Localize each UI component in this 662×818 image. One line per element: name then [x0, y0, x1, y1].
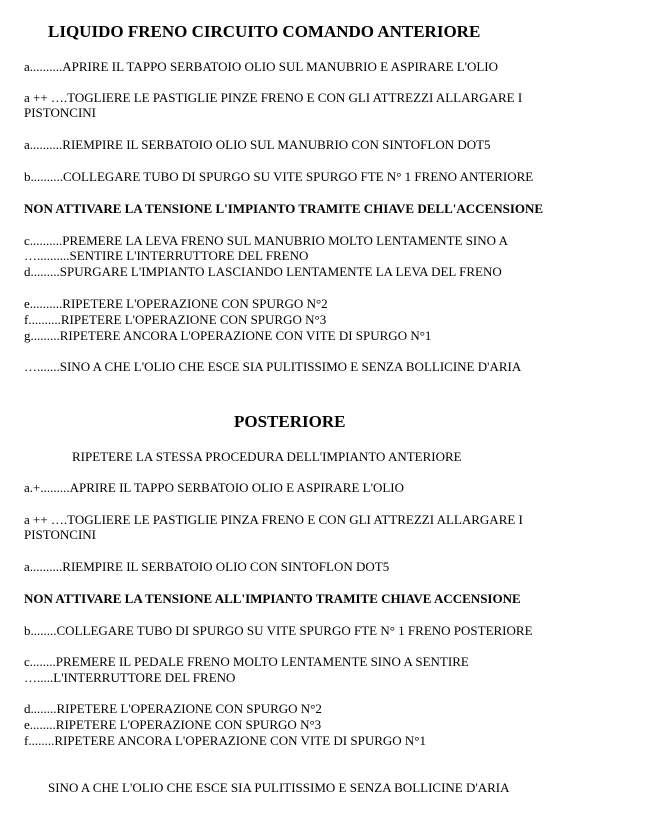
front-section-title: LIQUIDO FRENO CIRCUITO COMANDO ANTERIORE	[48, 22, 481, 41]
front-final-note: ….......SINO A CHE L'OLIO CHE ESCE SIA PULITISSIMO E SENZA BOLLICINE D'ARIA	[24, 359, 522, 374]
rear-step-f-repeat-1: f........RIPETERE ANCORA L'OPERAZIONE CON VITE DI SPURGO N°1	[24, 733, 427, 748]
front-step-f-repeat-3: f..........RIPETERE L'OPERAZIONE CON SPURGO N°3	[24, 312, 327, 327]
front-step-a-pistons: PISTONCINI	[24, 105, 96, 120]
front-step-g-repeat-1: g.........RIPETERE ANCORA L'OPERAZIONE CON VITE DI SPURGO N°1	[24, 328, 432, 343]
rear-step-e-repeat-3: e........RIPETERE L'OPERAZIONE CON SPURGO N°3	[24, 717, 322, 732]
front-step-a-fill: a..........RIEMPIRE IL SERBATOIO OLIO SUL MANUBRIO CON SINTOFLON DOT5	[24, 137, 491, 152]
rear-step-a-pistons: PISTONCINI	[24, 527, 96, 542]
front-step-a-remove-pads: a ++ ….TOGLIERE LE PASTIGLIE PINZE FRENO E CON GLI ATTREZZI ALLARGARE I	[24, 90, 523, 105]
rear-step-b-connect-tube: b........COLLEGARE TUBO DI SPURGO SU VITE SPURGO FTE N° 1 FRENO POSTERIORE	[24, 623, 533, 638]
front-step-b-connect-tube: b..........COLLEGARE TUBO DI SPURGO SU VITE SPURGO FTE N° 1 FRENO ANTERIORE	[24, 169, 534, 184]
rear-step-a-fill: a..........RIEMPIRE IL SERBATOIO OLIO CON SINTOFLON DOT5	[24, 559, 390, 574]
rear-intro: RIPETERE LA STESSA PROCEDURA DELL'IMPIANTO ANTERIORE	[72, 449, 462, 464]
rear-warning: NON ATTIVARE LA TENSIONE ALL'IMPIANTO TRAMITE CHIAVE ACCENSIONE	[24, 591, 521, 606]
front-step-e-repeat-2: e..........RIPETERE L'OPERAZIONE CON SPURGO N°2	[24, 296, 328, 311]
rear-step-c-press-pedal: c........PREMERE IL PEDALE FRENO MOLTO LENTAMENTE SINO A SENTIRE	[24, 654, 469, 669]
rear-step-a-open-cap: a.+.........APRIRE IL TAPPO SERBATOIO OLIO E ASPIRARE L'OLIO	[24, 480, 404, 495]
rear-section-title: POSTERIORE	[234, 412, 346, 431]
front-step-a-open-cap: a..........APRIRE IL TAPPO SERBATOIO OLIO SUL MANUBRIO E ASPIRARE L'OLIO	[24, 59, 499, 74]
rear-final-note: SINO A CHE L'OLIO CHE ESCE SIA PULITISSIMO E SENZA BOLLICINE D'ARIA	[48, 780, 510, 795]
front-step-c-continued: …..........SENTIRE L'INTERRUTTORE DEL FRENO	[24, 248, 309, 263]
rear-step-a-remove-pads: a ++ ….TOGLIERE LE PASTIGLIE PINZA FRENO E CON GLI ATTREZZI ALLARGARE I	[24, 512, 523, 527]
front-step-d-bleed: d.........SPURGARE L'IMPIANTO LASCIANDO LENTAMENTE LA LEVA DEL FRENO	[24, 264, 502, 279]
rear-step-d-repeat-2: d........RIPETERE L'OPERAZIONE CON SPURGO N°2	[24, 701, 322, 716]
front-step-c-press-lever: c..........PREMERE LA LEVA FRENO SUL MANUBRIO MOLTO LENTAMENTE SINO A	[24, 233, 508, 248]
front-warning: NON ATTIVARE LA TENSIONE L'IMPIANTO TRAMITE CHIAVE DELL'ACCENSIONE	[24, 201, 544, 216]
rear-step-c-continued: ….....L'INTERRUTTORE DEL FRENO	[24, 670, 236, 685]
